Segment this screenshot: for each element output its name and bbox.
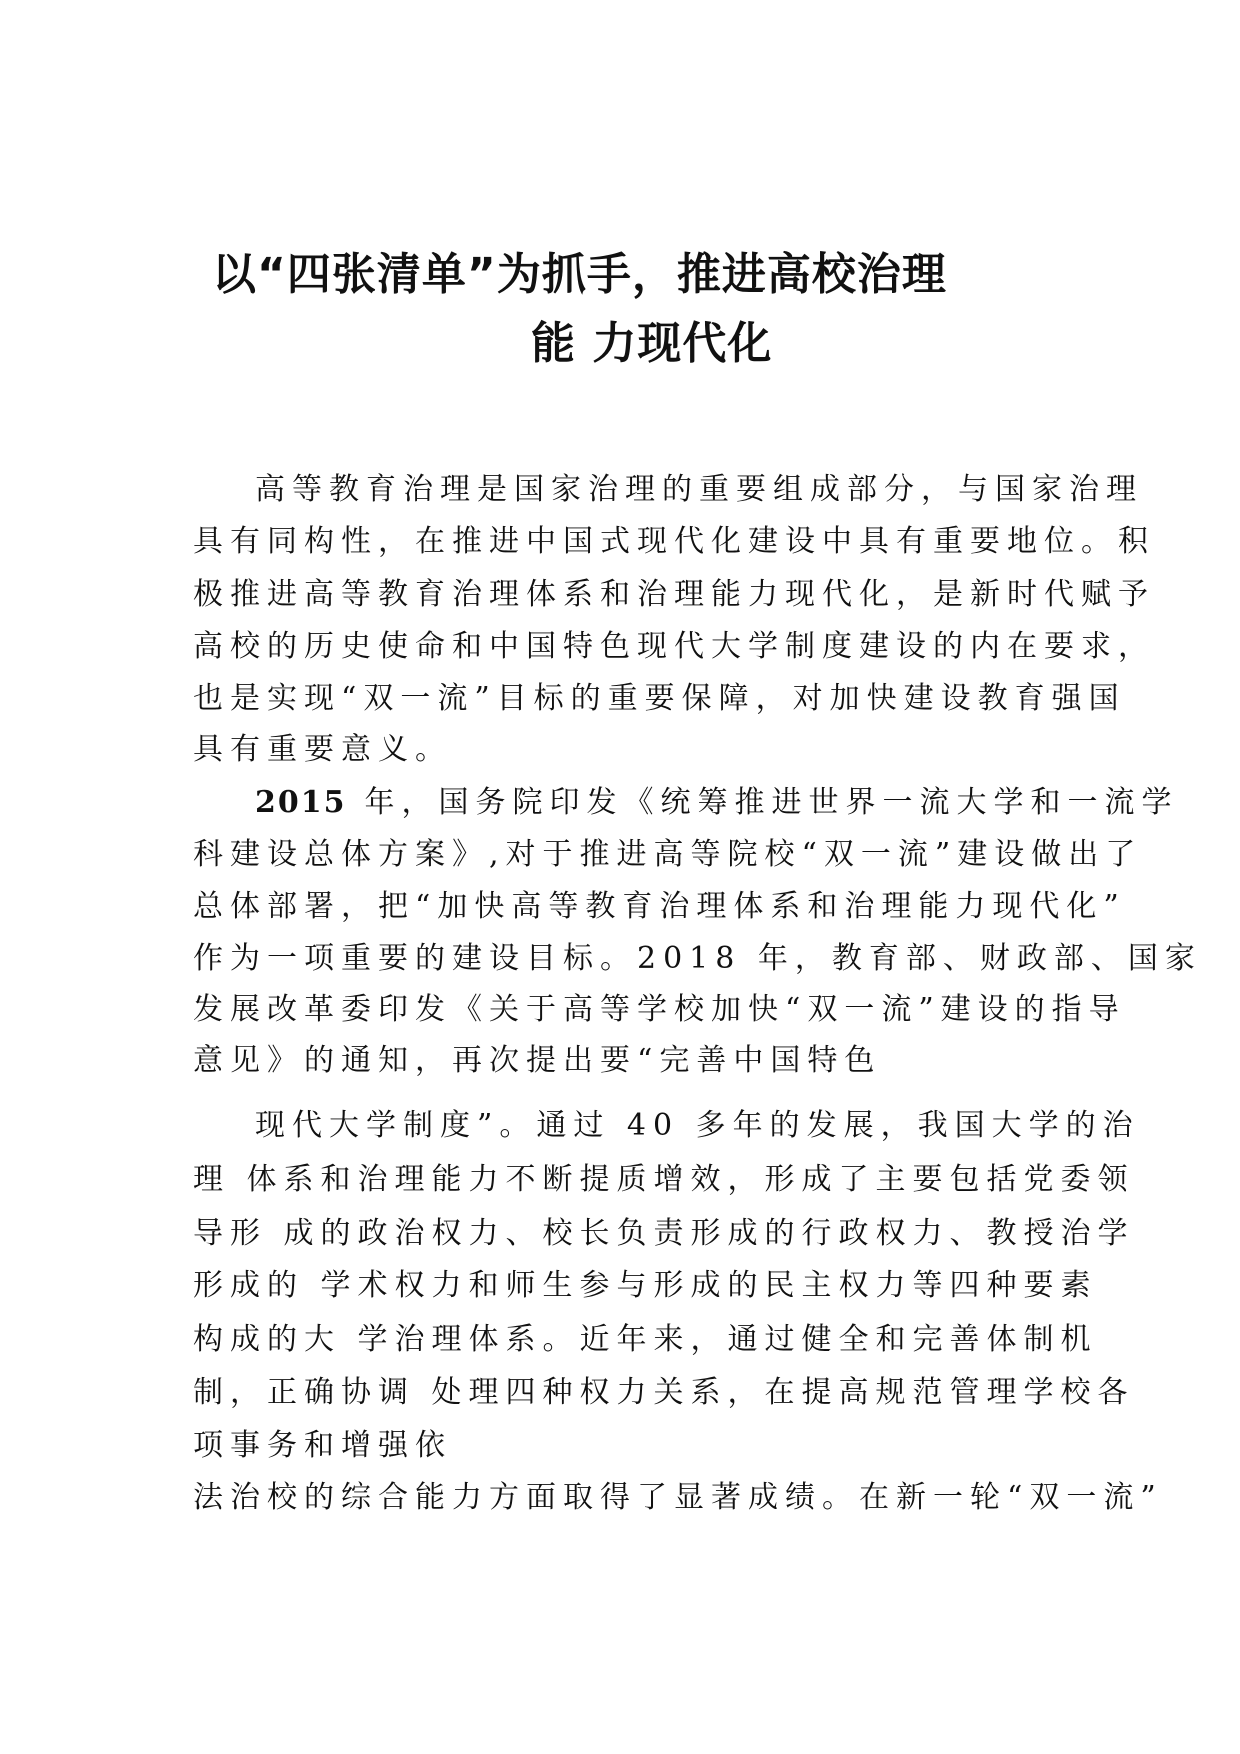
paragraph-3-line: 项事务和增强依 [193, 1428, 452, 1463]
paragraph-3-line: 制，正确协调 处理四种权力关系，在提高规范管理学校各 [193, 1375, 1135, 1410]
paragraph-2-line: 科建设总体方案》,对于推进高等院校“双一流”建设做出了 [193, 837, 1143, 872]
paragraph-3-line: 理 体系和治理能力不断提质增效，形成了主要包括党委领 [193, 1162, 1135, 1197]
paragraph-1-line: 极推进高等教育治理体系和治理能力现代化，是新时代赋予 [193, 577, 1155, 612]
document-title-line-1: 以“四张清单”为抓手，推进高校治理 [212, 249, 947, 300]
paragraph-2-line: 总体部署，把“加快高等教育治理体系和治理能力现代化” [193, 889, 1126, 924]
paragraph-3-line: 法治校的综合能力方面取得了显著成绩。在新一轮“双一流” [193, 1480, 1163, 1515]
paragraph-1-line: 具有同构性，在推进中国式现代化建设中具有重要地位。积 [193, 524, 1155, 559]
paragraph-2-year: 2015 [255, 785, 347, 820]
paragraph-1-line: 也是实现“双一流”目标的重要保障，对加快建设教育强国 [193, 681, 1126, 716]
paragraph-3-line: 构成的大 学治理体系。近年来，通过健全和完善体制机 [193, 1322, 1098, 1357]
paragraph-1-line: 具有重要意义。 [193, 732, 452, 767]
paragraph-2-line-text: 年，国务院印发《统筹推进世界一流大学和一流学 [364, 785, 1179, 820]
paragraph-2-line: 作为一项重要的建设目标。2018 年，教育部、财政部、国家 [193, 941, 1202, 976]
paragraph-2-line: 意见》的通知，再次提出要“完善中国特色 [193, 1043, 882, 1078]
paragraph-3-line: 现代大学制度”。通过 40 多年的发展，我国大学的治 [255, 1108, 1140, 1143]
paragraph-3-line: 形成的 学术权力和师生参与形成的民主权力等四种要素 [193, 1268, 1098, 1303]
paragraph-2-line [255, 783, 1179, 823]
paragraph-1-line: 高校的历史使命和中国特色现代大学制度建设的内在要求， [193, 629, 1155, 664]
document-title-line-2: 能 力现代化 [531, 318, 773, 369]
paragraph-1-line: 高等教育治理是国家治理的重要组成部分，与国家治理 [255, 472, 1143, 507]
paragraph-2-line: 发展改革委印发《关于高等学校加快“双一流”建设的指导 [193, 992, 1126, 1027]
paragraph-3-line: 导形 成的政治权力、校长负责形成的行政权力、教授治学 [193, 1216, 1135, 1251]
